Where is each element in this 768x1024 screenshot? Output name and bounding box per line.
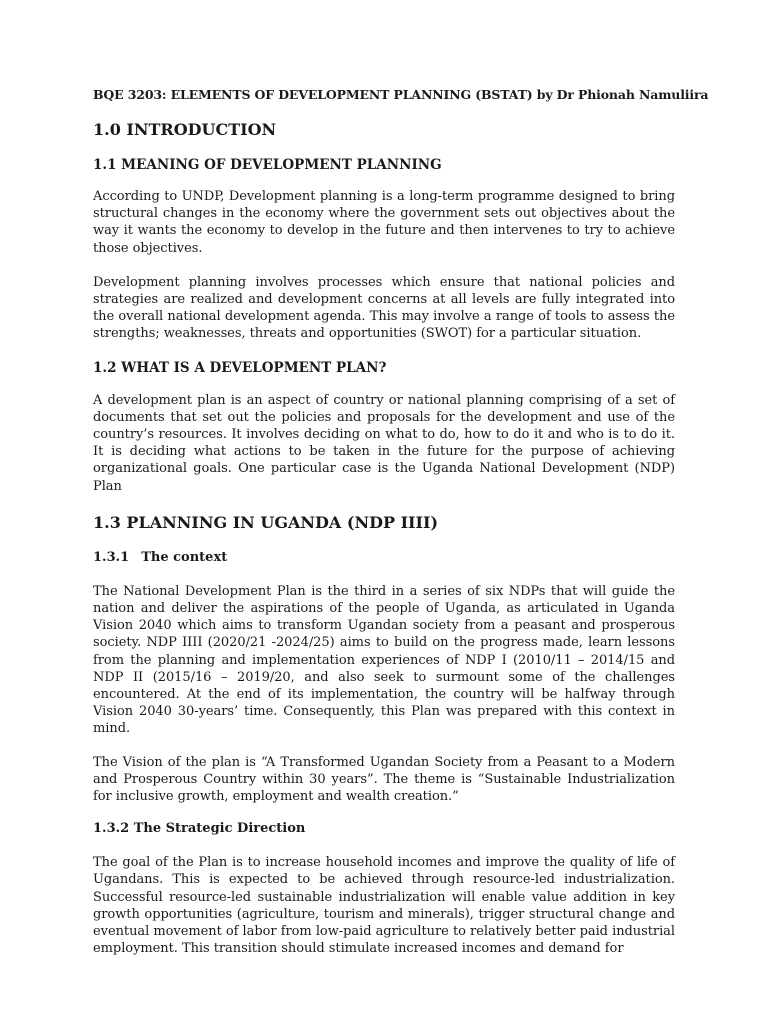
section-heading-planning-uganda: 1.3 PLANNING IN UGANDA (NDP IIII) xyxy=(93,512,439,532)
paragraph-strategic-direction: The goal of the Plan is to increase household incomes and improve the quality of life of Ugandans. This is expected to be achieved through resource-led industrialization. Successful resource-led sustainable industrialization will enable value addition in key growth opportunities (agriculture, tourism and minerals), trigger structural change and eventual movement of labor from low-paid agriculture to relatively better paid industrial employment. This transition should stimulate increased incomes and demand for xyxy=(93,855,675,957)
course-title: BQE 3203: ELEMENTS OF DEVELOPMENT PLANNING (BSTAT) by Dr Phionah Namuliira xyxy=(93,87,709,102)
paragraph-context: The National Development Plan is the third in a series of six NDPs that will guide the nation and deliver the aspirations of the people of Uganda, as articulated in Uganda Vision 2040 which aims to transform Ugandan society from a peasant and prosperous society. NDP IIII (2020/21 -2024/25) aims to build on the progress made, learn lessons from the planning and implementation experiences of NDP I (2010/11 – 2014/15 and NDP II (2015/16 – 2019/20, and also seek to surmount some of the challenges encountered. At the end of its implementation, the country will be halfway through Vision 2040 30-years’ time. Consequently, this Plan was prepared with this context in mind. xyxy=(93,583,675,737)
document-page xyxy=(93,86,709,958)
subsection-heading-strategic-direction: 1.3.2 The Strategic Direction xyxy=(93,821,306,837)
paragraph-undp-definition: According to UNDP, Development planning is a long-term programme designed to bring structural changes in the economy where the government sets out objectives about the way it wants the economy to develop in the future and then intervenes to try to achieve those objectives. xyxy=(93,189,675,256)
subsection-title: The context xyxy=(141,549,228,565)
section-heading-development-plan: 1.2 WHAT IS A DEVELOPMENT PLAN? xyxy=(93,359,387,376)
paragraph-vision: The Vision of the plan is “A Transformed Ugandan Society from a Peasant to a Modern and Prosperous Country within 30 years”. The theme is “Sustainable Industrialization for inclusive growth, employment and wealth creation.” xyxy=(93,754,675,805)
section-heading-meaning: 1.1 MEANING OF DEVELOPMENT PLANNING xyxy=(93,157,442,173)
section-heading-introduction: 1.0 INTRODUCTION xyxy=(93,120,277,139)
subsection-number: 1.3.1 xyxy=(93,549,130,565)
subsection-heading-context xyxy=(93,549,675,567)
paragraph-development-plan: A development plan is an aspect of country or national planning comprising of a set of documents that set out the policies and proposals for the development and use of the country’s resources. It involves deciding on what to do, how to do it and who is to do it. It is deciding what actions to be taken in the future for the purpose of achieving organizational goals. One particular case is the Uganda National Development (NDP) Plan xyxy=(93,392,675,494)
paragraph-development-planning: Development planning involves processes which ensure that national policies and strategies are realized and development concerns at all levels are fully integrated into the overall national development agenda. This may involve a range of tools to assess the strengths; weaknesses, threats and opportunities (SWOT) for a particular situation. xyxy=(93,274,675,342)
